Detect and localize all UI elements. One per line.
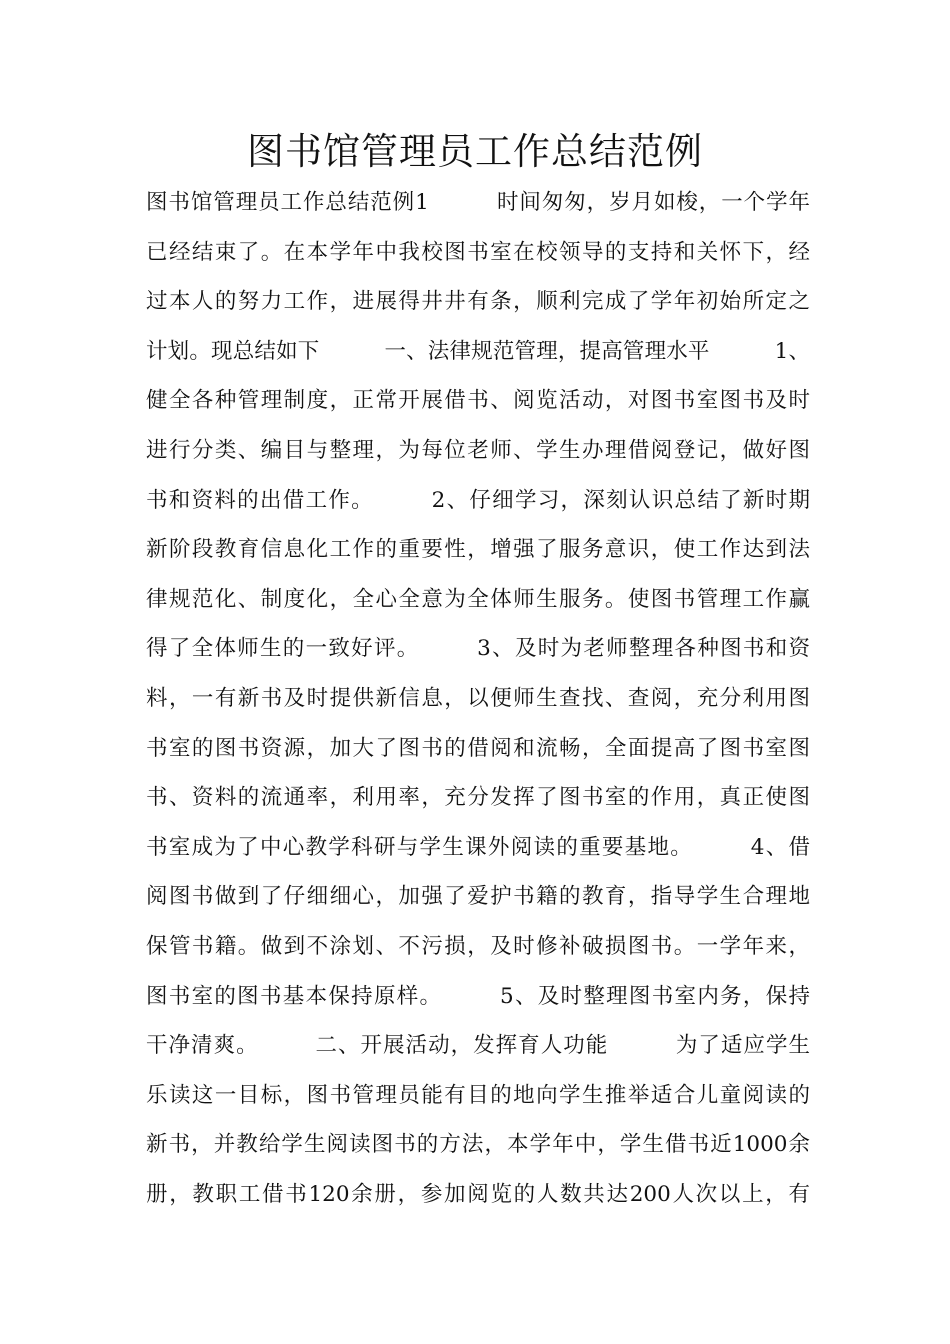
body-line: 图书室的图书基本保持原样。 5、及时整理图书室内务，保持 — [146, 983, 810, 1009]
body-line: 书、资料的流通率，利用率，充分发挥了图书室的作用，真正使图 — [146, 785, 810, 811]
body-line: 已经结束了。在本学年中我校图书室在校领导的支持和关怀下，经 — [146, 239, 810, 265]
body-line: 过本人的努力工作，进展得井井有条，顺利完成了学年初始所定之 — [146, 289, 810, 315]
body-line: 得了全体师生的一致好评。 3、及时为老师整理各种图书和资 — [146, 636, 810, 662]
body-line: 书室成为了中心教学科研与学生课外阅读的重要基地。 4、借 — [146, 834, 810, 860]
body-line: 干净清爽。 二、开展活动，发挥育人功能 为了适应学生 — [146, 1033, 810, 1059]
body-line: 册，教职工借书120余册，参加阅览的人数共达200人次以上，有 — [146, 1181, 810, 1207]
body-line: 乐读这一目标，图书管理员能有目的地向学生推举适合儿童阅读的 — [146, 1082, 810, 1108]
body-line: 阅图书做到了仔细细心，加强了爱护书籍的教育，指导学生合理地 — [146, 884, 810, 910]
body-line: 健全各种管理制度，正常开展借书、阅览活动，对图书室图书及时 — [146, 388, 810, 414]
body-line: 律规范化、制度化，全心全意为全体师生服务。使图书管理工作赢 — [146, 586, 810, 612]
body-line: 料，一有新书及时提供新信息，以便师生查找、查阅，充分利用图 — [146, 685, 810, 711]
document-title: 图书馆管理员工作总结范例 — [247, 130, 703, 173]
body-line: 图书馆管理员工作总结范例1 时间匆匆，岁月如梭，一个学年 — [146, 190, 810, 215]
document-body — [146, 178, 810, 1219]
body-line: 计划。现总结如下 一、法律规范管理，提高管理水平 1、 — [146, 338, 810, 364]
body-line: 进行分类、编目与整理，为每位老师、学生办理借阅登记，做好图 — [146, 437, 810, 463]
body-line: 书室的图书资源，加大了图书的借阅和流畅，全面提高了图书室图 — [146, 735, 810, 761]
body-line: 新书，并教给学生阅读图书的方法，本学年中，学生借书近1000余 — [146, 1132, 810, 1158]
body-line: 保管书籍。做到不涂划、不污损，及时修补破损图书。一学年来， — [146, 933, 810, 959]
body-line: 新阶段教育信息化工作的重要性，增强了服务意识，使工作达到法 — [146, 537, 810, 563]
body-line: 书和资料的出借工作。 2、仔细学习，深刻认识总结了新时期 — [146, 487, 810, 513]
